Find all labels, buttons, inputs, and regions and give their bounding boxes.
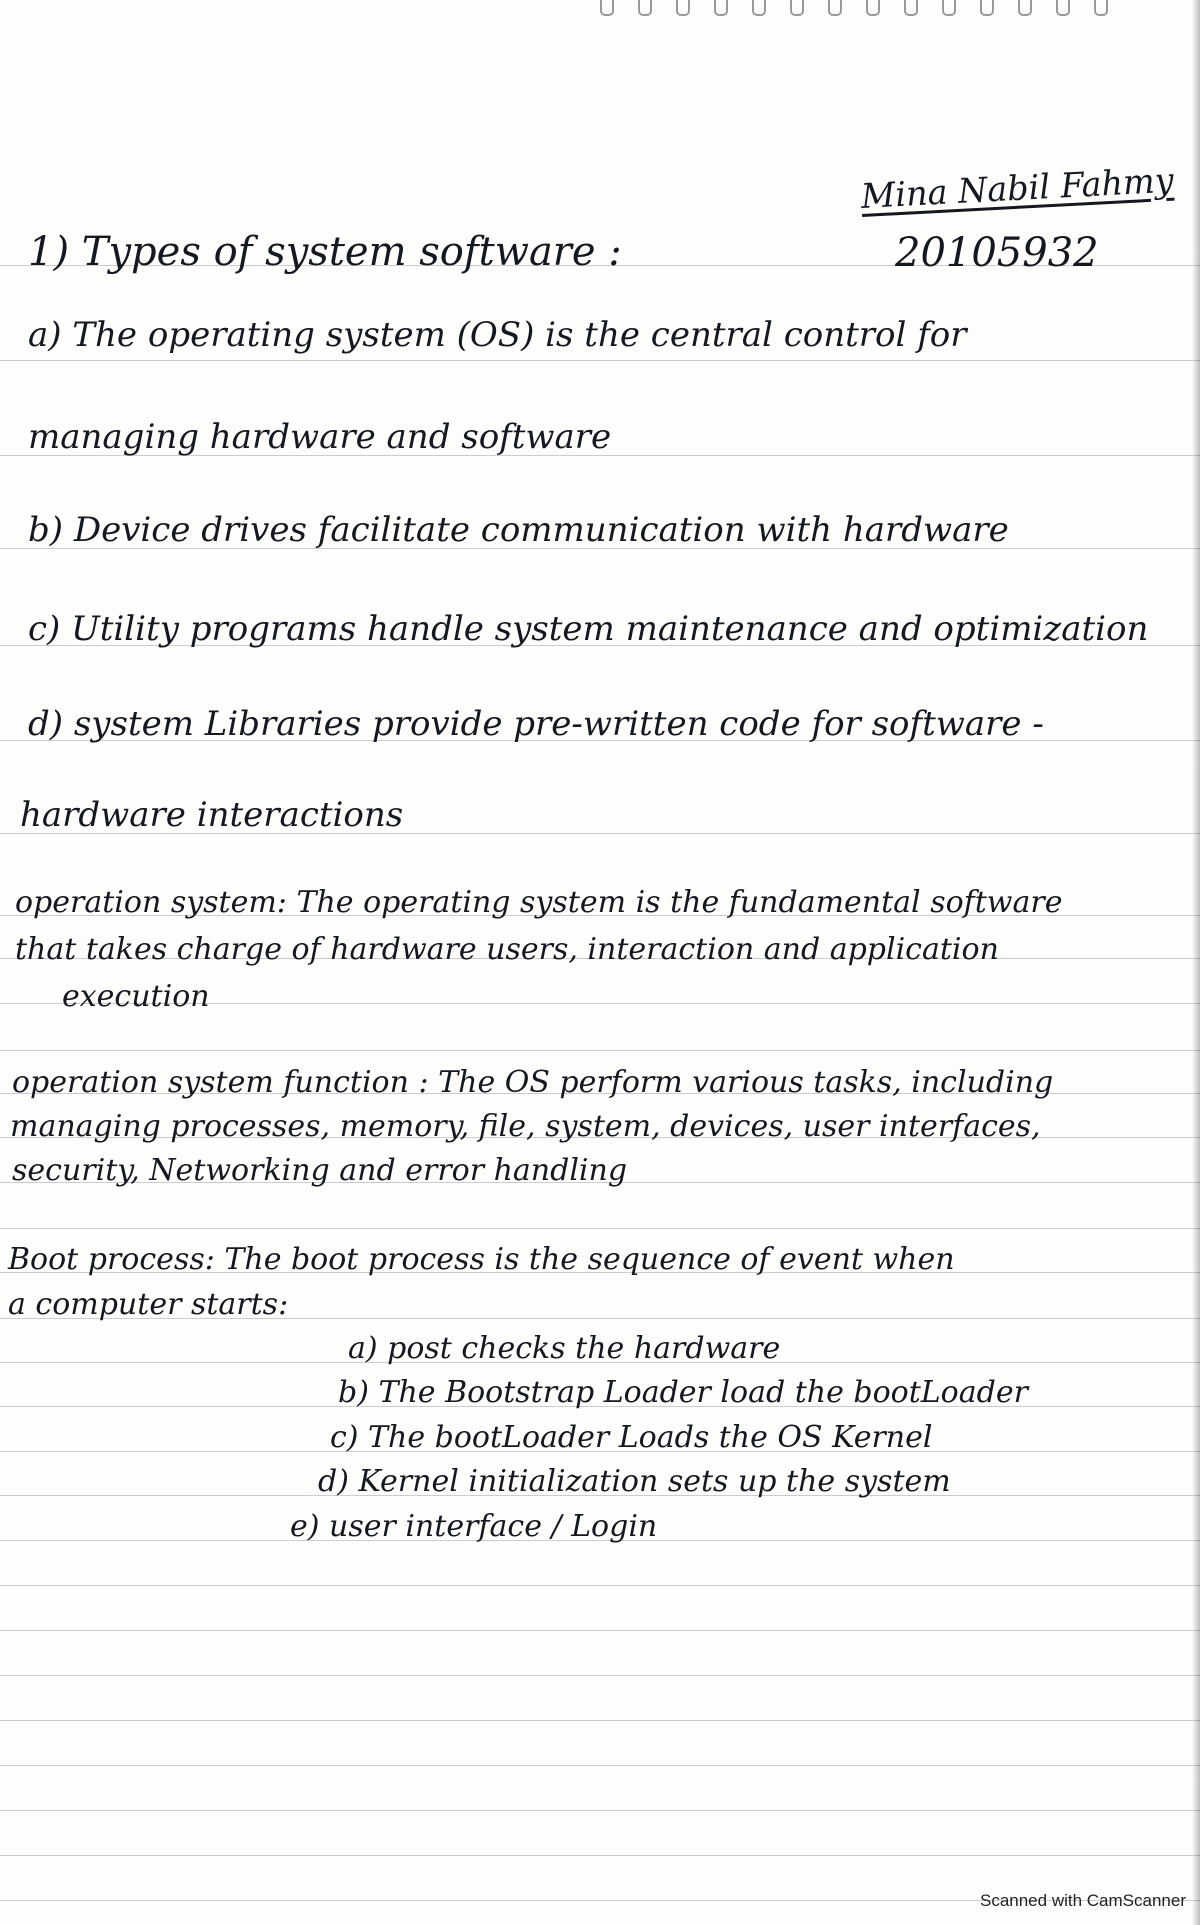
ruled-line <box>0 1810 1200 1811</box>
boot-step-bootstrap: b) The Bootstrap Loader load the bootLoader <box>338 1375 1028 1410</box>
os-definition-line-2: that takes charge of hardware users, interaction and application <box>15 932 999 967</box>
page-title: 1) Types of system software : <box>28 229 622 275</box>
type-system-libraries-line-1: d) system Libraries provide pre-written code for software - <box>28 704 1044 744</box>
os-definition-line-3: execution <box>62 979 210 1014</box>
os-definition-line-1: operation system: The operating system is the fundamental software <box>15 885 1063 920</box>
boot-process-intro-line-2: a computer starts: <box>8 1287 289 1322</box>
os-functions-line-1: operation system function : The OS perform various tasks, including <box>12 1065 1054 1100</box>
boot-step-bootloader: c) The bootLoader Loads the OS Kernel <box>330 1420 933 1455</box>
ruled-line <box>0 1585 1200 1586</box>
type-device-drivers: b) Device drives facilitate communication with hardware <box>28 510 1009 550</box>
type-system-libraries-line-2: hardware interactions <box>20 795 404 835</box>
ruled-line <box>0 1228 1200 1229</box>
ruled-line <box>0 1855 1200 1856</box>
boot-step-login: e) user interface / Login <box>290 1509 658 1544</box>
ruled-line <box>0 1050 1200 1051</box>
boot-step-kernel: d) Kernel initialization sets up the system <box>318 1464 951 1499</box>
os-functions-line-3: security, Networking and error handling <box>12 1153 628 1188</box>
type-os-line-1 <box>28 315 967 355</box>
scanner-watermark: Scanned with CamScanner <box>979 1891 1186 1910</box>
page-edge-shadow <box>1192 0 1200 1925</box>
ruled-line <box>0 360 1200 361</box>
ruled-line <box>0 1675 1200 1676</box>
ruled-line <box>0 1630 1200 1631</box>
type-os-line-2: managing hardware and software <box>28 417 612 457</box>
ruled-line <box>0 1720 1200 1721</box>
boot-process-intro-line-1: Boot process: The boot process is the sequence of event when <box>8 1242 955 1277</box>
type-utility-programs: c) Utility programs handle system maintenance and optimization <box>28 609 1149 649</box>
ruled-line <box>0 1765 1200 1766</box>
os-functions-line-2: managing processes, memory, file, system, devices, user interfaces, <box>10 1109 1041 1144</box>
type-os-text: a) The operating system (OS) is the central control for <box>28 315 967 355</box>
student-id: 20105932 <box>895 230 1099 276</box>
boot-step-post: a) post checks the hardware <box>348 1331 781 1366</box>
student-name: Mina Nabil Fahmy <box>860 160 1175 217</box>
